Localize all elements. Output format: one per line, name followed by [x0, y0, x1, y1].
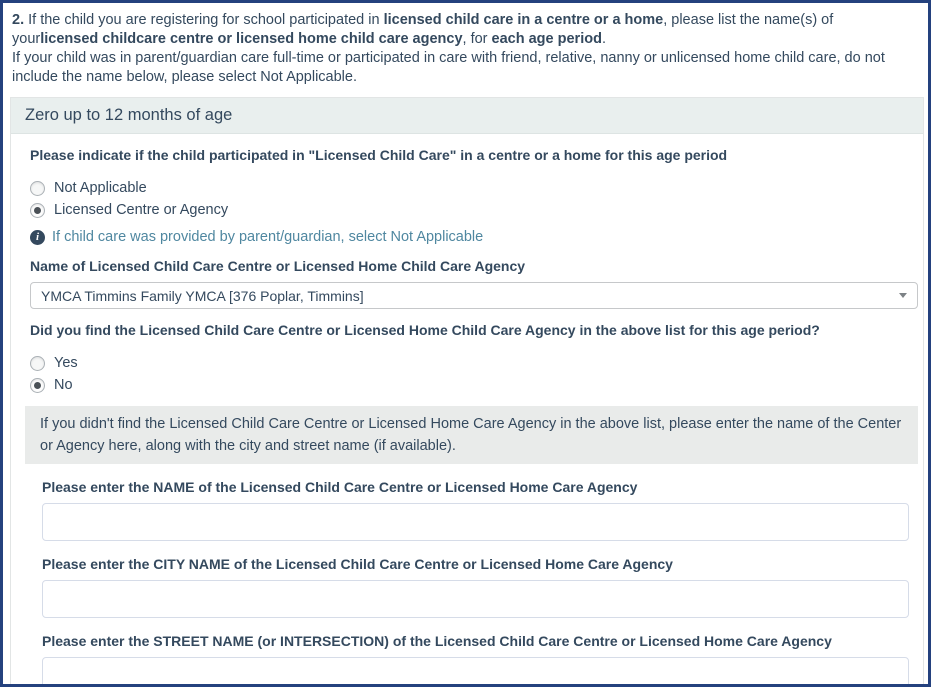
found-radio-group [30, 352, 918, 396]
radio-button-icon[interactable] [30, 356, 45, 371]
centre-name-label: Please enter the NAME of the Licensed Child Care Centre or Licensed Home Care Agency [42, 479, 638, 495]
centre-name-input[interactable] [42, 503, 909, 541]
radio-button-icon[interactable] [30, 181, 45, 196]
street-name-input[interactable] [42, 657, 909, 687]
participation-question-label: Please indicate if the child participated in "Licensed Child Care" in a centre or a home for this age period [30, 147, 728, 163]
centre-select-label: Name of Licensed Child Care Centre or Licensed Home Child Care Agency [30, 258, 526, 274]
radio-option-label: No [54, 377, 73, 393]
section-body [11, 134, 923, 687]
manual-entry-instructions: If you didn't find the Licensed Child Care Centre or Licensed Home Care Agency in the above list, please enter the name of the Center or Agency here, along with the city and street name (if available). [25, 406, 918, 464]
radio-option-label: Not Applicable [54, 180, 147, 196]
dropdown-caret-icon [899, 293, 907, 298]
radio-option-yes[interactable] [30, 352, 918, 374]
selected-centre-value: YMCA Timmins Family YMCA [376 Poplar, Timmins] [41, 287, 364, 304]
question-2-text: 2. If the child you are registering for school participated in licensed child care in a centre or a home, please list the name(s) of yourlicensed childcare centre or licensed home child care agency, for each age period. [12, 12, 834, 47]
radio-option-not-applicable[interactable] [30, 177, 918, 199]
info-icon: i [30, 230, 45, 245]
childcare-centre-select[interactable] [30, 282, 918, 309]
city-name-label: Please enter the CITY NAME of the Licensed Child Care Centre or Licensed Home Care Agency [42, 556, 673, 572]
radio-option-label: Yes [54, 355, 78, 371]
participation-radio-group [30, 177, 918, 221]
section-title: Zero up to 12 months of age [11, 98, 923, 134]
city-name-input[interactable] [42, 580, 909, 618]
radio-option-licensed-centre[interactable] [30, 199, 918, 221]
info-note [30, 229, 918, 245]
radio-button-icon[interactable] [30, 203, 45, 218]
question-2-intro [3, 3, 928, 87]
radio-button-icon[interactable] [30, 378, 45, 393]
radio-option-no[interactable] [30, 374, 918, 396]
found-question-label: Did you find the Licensed Child Care Centre or Licensed Home Child Care Agency in the above list for this age period? [30, 322, 820, 338]
question-2-note: If your child was in parent/guardian care full-time or participated in care with friend, relative, nanny or unlicensed home child care, do not include the name below, please select Not Applicable. [12, 50, 885, 85]
info-note-text: If child care was provided by parent/guardian, select Not Applicable [52, 229, 484, 245]
age-period-section [10, 97, 924, 687]
manual-entry-fields [42, 478, 918, 687]
street-name-label: Please enter the STREET NAME (or INTERSECTION) of the Licensed Child Care Centre or Licensed Home Care Agency [42, 633, 832, 649]
radio-option-label: Licensed Centre or Agency [54, 202, 229, 218]
